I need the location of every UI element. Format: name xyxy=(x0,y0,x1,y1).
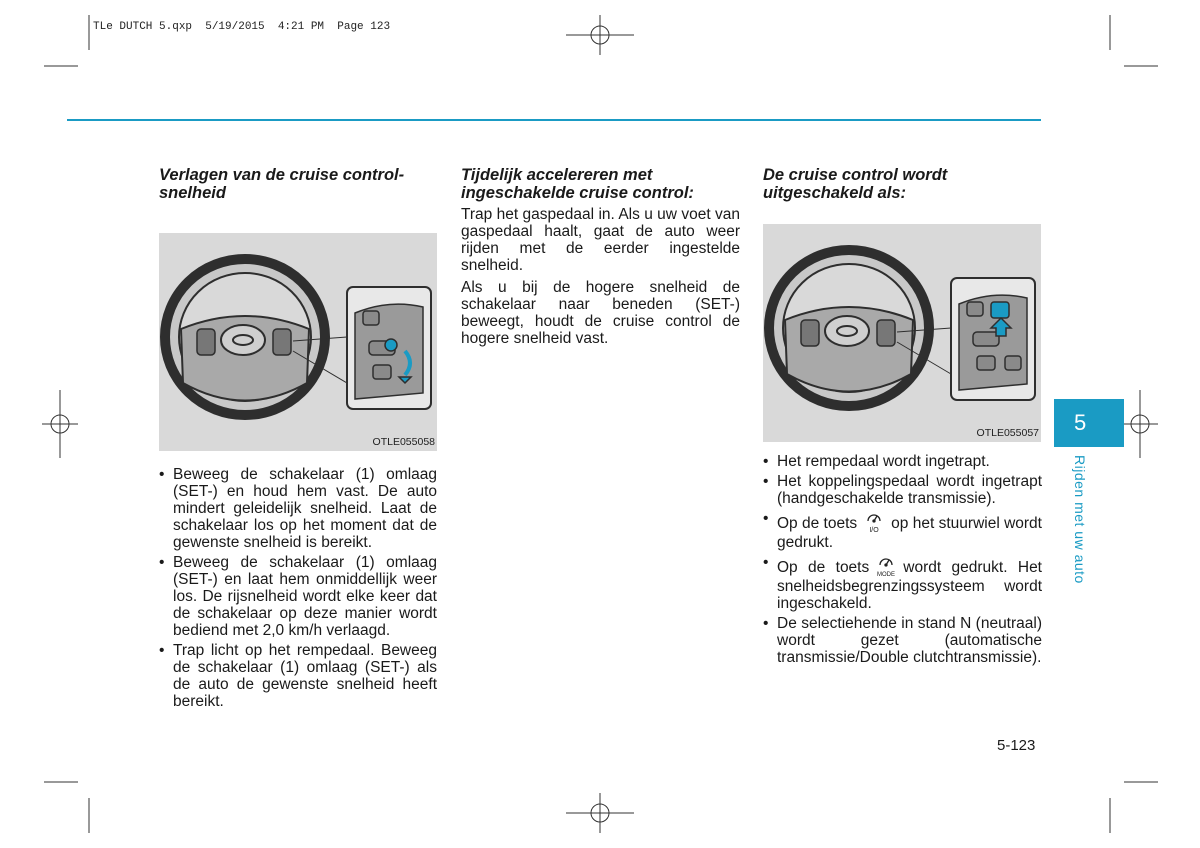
column-1 xyxy=(159,166,437,713)
section-heading: Tijdelijk accelereren met ingeschakelde cruise control: xyxy=(461,166,694,202)
registration-mark-left xyxy=(42,390,78,458)
list-item-text: Op de toets xyxy=(777,515,858,532)
chapter-title: Rijden met uw auto xyxy=(1072,455,1088,584)
chapter-label xyxy=(1070,455,1090,595)
list-item: • Het koppelingspedaal wordt ingetrapt (handgeschakelde transmissie). xyxy=(763,473,1042,507)
print-slug: TLe DUTCH 5.qxp 5/19/2015 4:21 PM Page 123 xyxy=(93,21,391,33)
list-item: • De selectiehende in stand N (neutraal) wordt gezet (automatische transmissie/Double clutchtransmissie). xyxy=(763,615,1042,666)
steering-wheel-illustration xyxy=(763,224,1041,442)
paragraph: Als u bij de hogere snelheid de schakelaar naar beneden (SET-) beweegt, houdt de cruise control de hogere snelheid vast. xyxy=(461,279,740,347)
cruise-on-off-icon xyxy=(861,510,887,534)
paragraph: Trap het gaspedaal in. Als u uw voet van gaspedaal haalt, gaat de auto weer rijden met de eerder ingestelde snelheid. xyxy=(461,206,740,274)
section-heading: De cruise control wordt uitgeschakeld als: xyxy=(763,166,948,202)
chapter-number: 5 xyxy=(1074,410,1087,435)
list-item xyxy=(763,510,1042,551)
cruise-mode-icon xyxy=(873,554,899,578)
list-item: • Het rempedaal wordt ingetrapt. xyxy=(763,453,1042,470)
list-item: • Beweeg de schakelaar (1) omlaag (SET-) en houd hem vast. De auto mindert geleidelijk snelheid. Laat de schakelaar los op het moment dat de gewenste snelheid is bereikt. xyxy=(159,466,437,551)
list-item-text: wordt gedrukt. Het snelheidsbegrenzingssysteem wordt ingeschakeld. xyxy=(777,559,1042,612)
list-item xyxy=(763,554,1042,612)
list-item: • Trap licht op het rempedaal. Beweeg de schakelaar (1) omlaag (SET-) als de auto de gewenste snelheid heeft bereikt. xyxy=(159,642,437,710)
bullet-list xyxy=(159,466,437,710)
registration-mark-bottom xyxy=(566,793,634,833)
page-number: 5-123 xyxy=(997,737,1036,754)
list-item-text: Op de toets xyxy=(777,559,870,576)
steering-wheel-figure-set-down xyxy=(159,233,437,451)
column-3 xyxy=(763,166,1042,669)
figure-code: OTLE055057 xyxy=(976,427,1039,439)
column-2 xyxy=(461,166,740,352)
bullet-list xyxy=(763,453,1042,666)
icon-label: MODE xyxy=(877,572,896,578)
steering-wheel-figure-cancel xyxy=(763,224,1041,442)
chapter-tab xyxy=(1054,399,1124,447)
header-rule xyxy=(67,119,1041,121)
list-item-text: op het stuurwiel wordt gedrukt. xyxy=(777,515,1042,551)
figure-code: OTLE055058 xyxy=(372,436,435,448)
icon-label: I/O xyxy=(869,527,879,534)
list-item: • Beweeg de schakelaar (1) omlaag (SET-) en laat hem onmiddellijk weer los. De rijsnelheid wordt elke keer dat de schakelaar op deze manier wordt bediend met 2,0 km/h verlaagd. xyxy=(159,554,437,639)
steering-wheel-illustration xyxy=(159,233,437,451)
registration-mark-right xyxy=(1122,390,1158,458)
section-heading: Verlagen van de cruise control-snelheid xyxy=(159,166,405,202)
registration-mark-top xyxy=(566,15,634,55)
